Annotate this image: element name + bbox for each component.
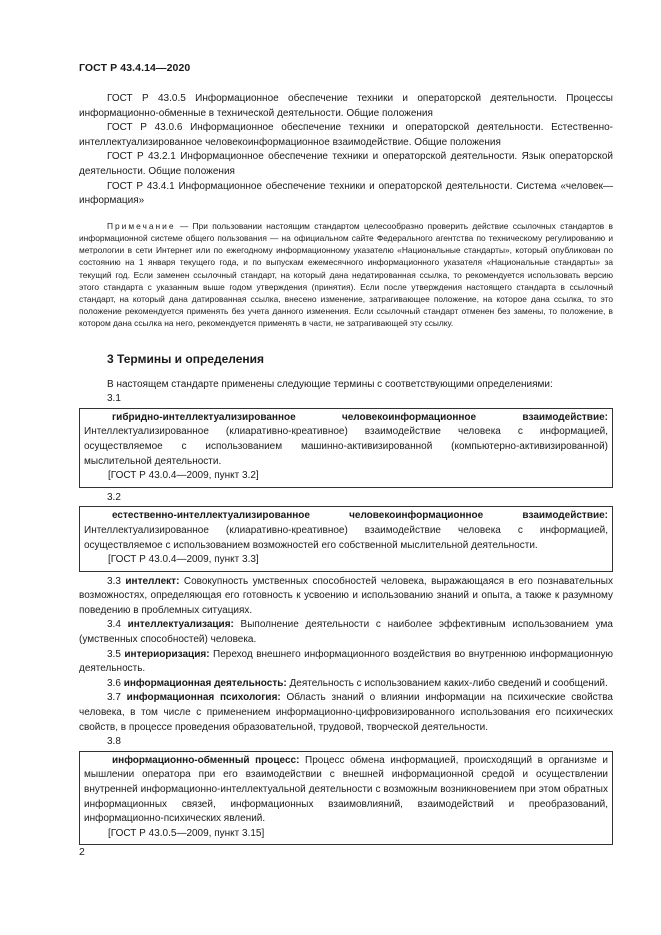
- term-entry: [79, 648, 613, 677]
- page-content: [79, 92, 613, 848]
- term-number: 3.5: [107, 648, 121, 660]
- normative-ref: ГОСТ Р 43.0.6 Информационное обеспечение техники и операторской деятельности. Естественно-интеллектуализированное человекоинформационное взаимодействие. Общие положения: [79, 122, 613, 148]
- term-name: информационно-обменный процесс:: [112, 754, 300, 766]
- term-source: [ГОСТ Р 43.0.4—2009, пункт 3.3]: [108, 554, 259, 566]
- term-number: 3.8: [107, 736, 121, 748]
- term-definition: Выполнение деятельности с наиболее эффективным использованием ума (умственных способностей) человека.: [79, 619, 613, 646]
- document-header: ГОСТ Р 43.4.14—2020: [79, 62, 191, 74]
- term-name: интеллектуализация:: [127, 619, 234, 631]
- term-definition: Совокупность умственных способностей человека, выражающаяся в его познавательных возможностях, определяющая его готовность к усвоению и использованию знаний и опыта, а также к разумному поведению в проблемных ситуациях.: [79, 575, 613, 616]
- normative-ref: ГОСТ Р 43.0.5 Информационное обеспечение техники и операторской деятельности. Процессы информационно-обменные в технической деятельности. Общие положения: [79, 93, 613, 119]
- normative-ref: ГОСТ Р 43.4.1 Информационное обеспечение техники и операторской деятельности. Система «человек—информация»: [79, 180, 613, 207]
- term-name: естественно-интеллектуализированное человекоинформационное взаимодействие:: [112, 510, 608, 522]
- term-number: 3.3: [107, 575, 121, 587]
- term-name: гибридно-интеллектуализированное человекоинформационное взаимодействие:: [112, 411, 608, 423]
- term-number: 3.2: [107, 491, 121, 503]
- term-box: [79, 408, 613, 488]
- term-name: интеллект:: [125, 575, 180, 587]
- section-intro: В настоящем стандарте применены следующие термины с соответствующими определениями:: [107, 378, 553, 390]
- term-name: интериоризация:: [124, 648, 210, 660]
- term-definition: Процесс обмена информацией, происходящий в организме и мышлении оператора при его взаимодействии с внешней информационной средой и осуществлении внутренней информационно-интеллектуальной деятельности с возможным возникновением при этом обратных информационных связей, информационных взаимовлияний, взаимодействий и преобразований, информационно-психических явлений.: [84, 754, 608, 825]
- normative-ref: ГОСТ Р 43.2.1 Информационное обеспечение техники и операторской деятельности. Язык операторской деятельности. Общие положения: [79, 151, 613, 177]
- term-definition: Область знаний о влиянии информации на психические свойства человека, в том числе с применением информационно-цифровизированного использования его психических свойств, в процессе проведения образовательной, трудовой, творческой деятельности.: [79, 692, 613, 733]
- term-entry: [79, 575, 613, 619]
- term-box: [79, 751, 613, 846]
- term-definition: Переход внешнего информационного воздействия во внутреннюю информационную деятельность.: [79, 648, 613, 675]
- note-label: Примечание: [107, 220, 176, 231]
- term-definition: Деятельность с использованием каких-либо сведений и сообщений.: [286, 677, 608, 689]
- term-number: 3.6: [107, 677, 121, 689]
- page-number: 2: [79, 846, 85, 858]
- term-box: [79, 506, 613, 571]
- note-paragraph: [79, 220, 613, 330]
- term-definition: Интеллектуализированное (клиаративно-креативное) взаимодействие человека с информацией, осуществляемое с использованием возможностей его собственной мыслительной деятельности.: [84, 524, 608, 551]
- term-name: информационная деятельность:: [123, 677, 287, 689]
- term-definition: Интеллектуализированное (клиаративно-креативное) взаимодействие человека с информацией, осуществляемое с использованием машинно-активизированной (компьютерно-активизированной) мыслительной деятельности.: [84, 426, 608, 467]
- term-name: информационная психология:: [126, 692, 281, 704]
- section-title: 3 Термины и определения: [107, 351, 265, 366]
- term-number: 3.7: [107, 692, 121, 704]
- term-number: 3.4: [107, 619, 121, 631]
- term-source: [ГОСТ Р 43.0.4—2009, пункт 3.2]: [108, 470, 259, 482]
- term-source: [ГОСТ Р 43.0.5—2009, пункт 3.15]: [108, 827, 265, 839]
- term-entry: [79, 618, 613, 647]
- note-text: — При пользовании настоящим стандартом целесообразно проверить действие ссылочных стандартов в информационной системе общего пользования — на официальном сайте Федерального агентства по техническому регулированию и метрологии в сети Интернет или по ежегодному информационному указателю «Национальные стандарты», который опубликован по состоянию на 1 января текущего года, и по выпускам ежемесячного информационного указателя «Национальные стандарты» за текущий год. Если заменен ссылочный стандарт, на который дана недатированная ссылка, то рекомендуется использовать версию этого стандарта с указанным выше годом утверждения (принятия). Если после утверждения настоящего стандарта в ссылочный стандарт, на который дана датированная ссылка, внесено изменение, затрагивающее положение, на которое дана ссылка, то это положение рекомендуется применять без учета данного изменения. Если ссылочный стандарт отменен без замены, то положение, в котором дана ссылка на него, рекомендуется применять в части, не затрагивающей эту ссылку.: [79, 220, 614, 329]
- term-entry: [79, 677, 613, 692]
- term-number: 3.1: [107, 393, 121, 405]
- term-entry: [79, 691, 613, 735]
